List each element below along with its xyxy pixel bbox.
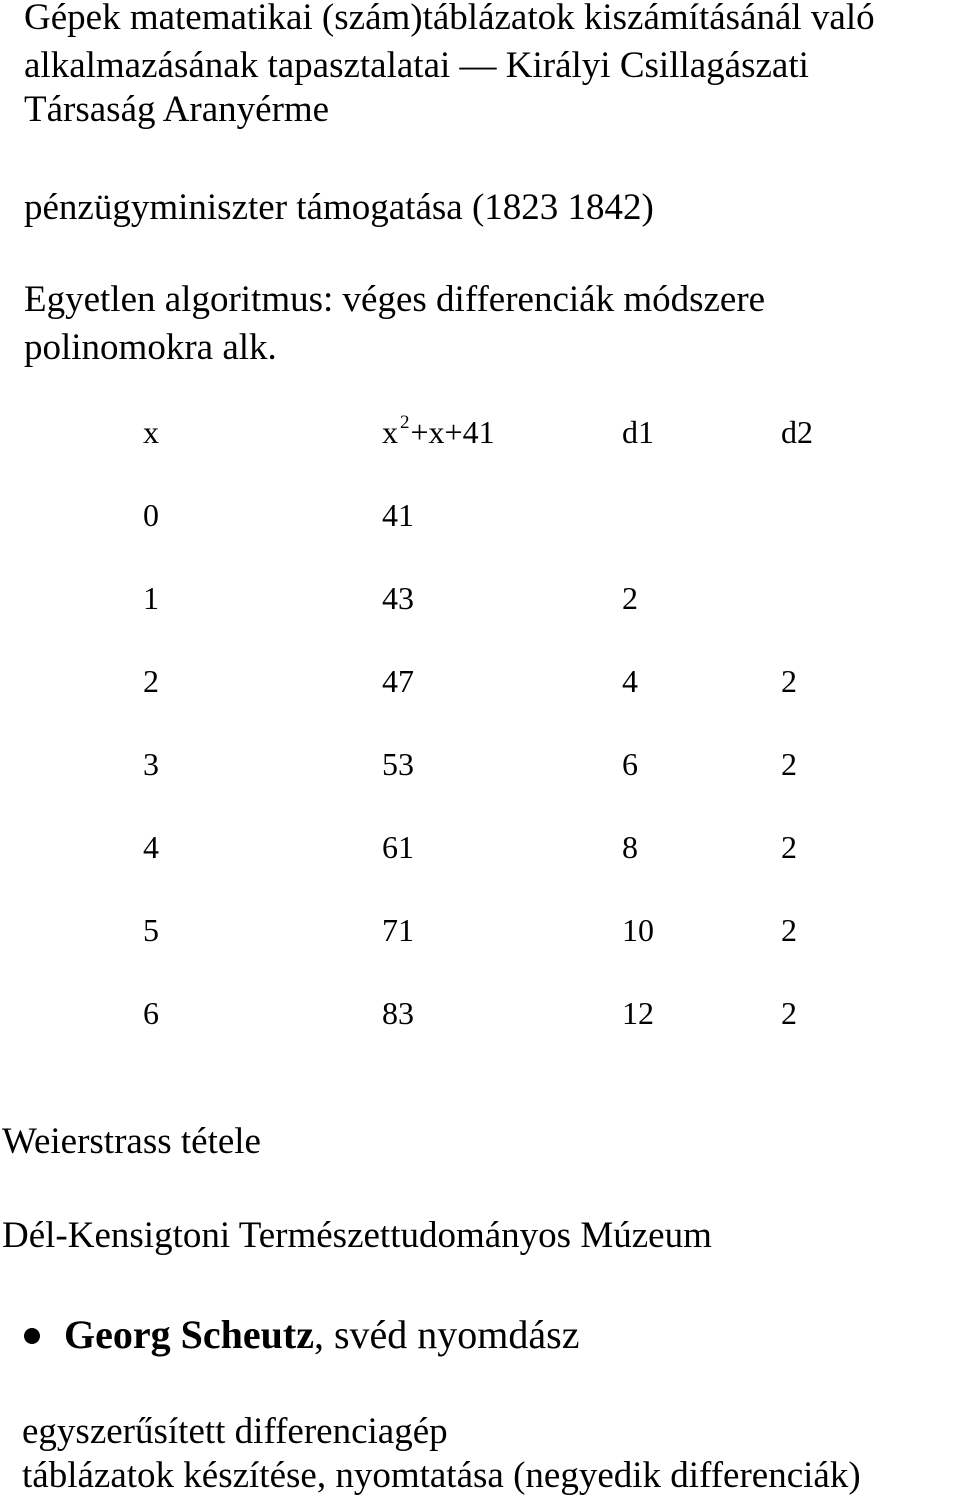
intro-line-6: polinomokra alk.	[24, 327, 277, 368]
cell-d1: 4	[622, 663, 638, 699]
cell-d1: 8	[622, 829, 638, 865]
cell-x: 6	[143, 995, 159, 1031]
cell-fx: 53	[382, 746, 414, 782]
footer-line-2: táblázatok készítése, nyomtatása (negyedik differenciák)	[22, 1455, 861, 1496]
poly-rest: +x+41	[410, 414, 495, 450]
table-header-d1: d1	[622, 414, 654, 450]
bullet-item	[64, 1312, 579, 1358]
cell-d2: 2	[781, 995, 797, 1031]
cell-x: 0	[143, 497, 159, 533]
intro-line-5: Egyetlen algoritmus: véges differenciák módszere	[24, 279, 766, 320]
cell-d2: 2	[781, 746, 797, 782]
cell-x: 1	[143, 580, 159, 616]
cell-d2: 2	[781, 663, 797, 699]
bullet-icon	[24, 1328, 40, 1344]
cell-d2: 2	[781, 829, 797, 865]
cell-fx: 47	[382, 663, 414, 699]
table-header-polynomial	[382, 414, 495, 456]
intro-line-2: alkalmazásának tapasztalatai — Királyi Csillagászati	[24, 45, 809, 86]
footer-line-1: egyszerűsített differenciagép	[22, 1411, 448, 1452]
poly-base: x	[382, 414, 398, 450]
cell-fx: 71	[382, 912, 414, 948]
cell-x: 4	[143, 829, 159, 865]
intro-line-4: pénzügyminiszter támogatása (1823 1842)	[24, 187, 654, 228]
intro-line-1: Gépek matematikai (szám)táblázatok kiszámításánál való	[24, 0, 875, 38]
table-header-x: x	[143, 414, 159, 450]
cell-d1: 12	[622, 995, 654, 1031]
cell-x: 5	[143, 912, 159, 948]
cell-x: 2	[143, 663, 159, 699]
scheutz-description: , svéd nyomdász	[313, 1312, 580, 1357]
scheutz-name: Georg Scheutz	[64, 1312, 314, 1357]
weierstrass-heading: Weierstrass tétele	[2, 1121, 261, 1162]
cell-fx: 41	[382, 497, 414, 533]
poly-exponent: 2	[400, 412, 410, 433]
table-header-d2: d2	[781, 414, 813, 450]
intro-line-3: Társaság Aranyérme	[24, 89, 330, 130]
cell-d1: 6	[622, 746, 638, 782]
cell-fx: 43	[382, 580, 414, 616]
cell-d1: 10	[622, 912, 654, 948]
museum-heading: Dél-Kensigtoni Természettudományos Múzeum	[2, 1215, 712, 1256]
cell-x: 3	[143, 746, 159, 782]
cell-d2: 2	[781, 912, 797, 948]
cell-fx: 61	[382, 829, 414, 865]
cell-fx: 83	[382, 995, 414, 1031]
cell-d1: 2	[622, 580, 638, 616]
